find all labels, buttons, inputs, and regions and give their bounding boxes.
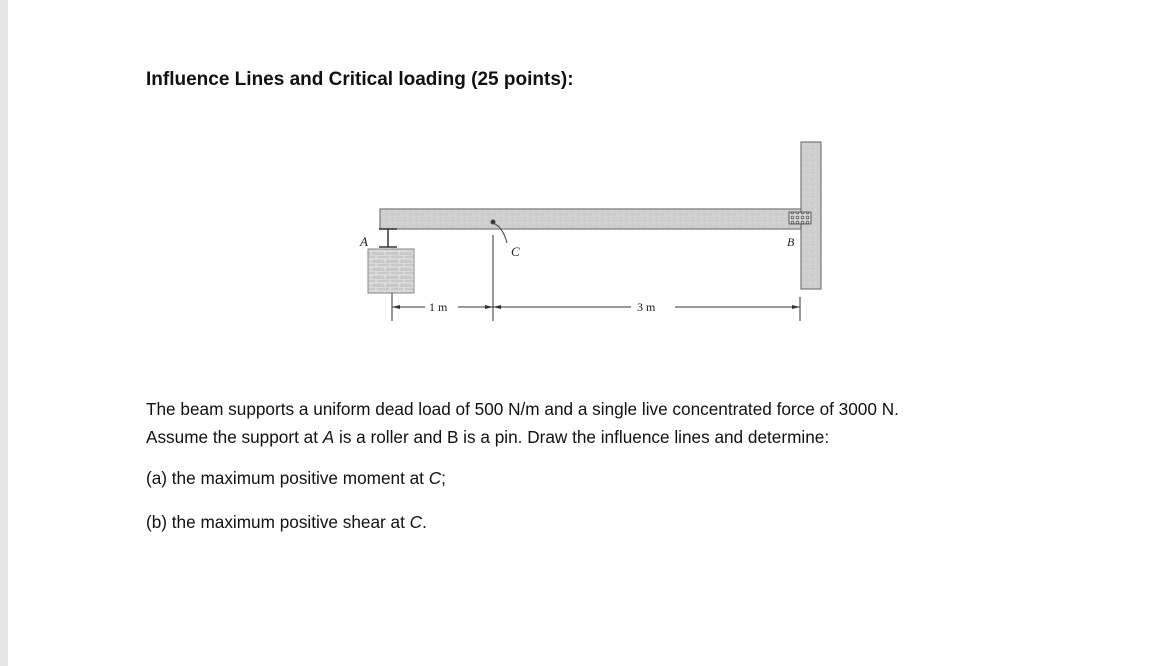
problem-line-2-var-a: A [322,427,335,447]
pin-support-b [789,212,811,224]
beam [380,209,801,229]
part-a-var: C [428,468,442,488]
beam-figure [355,135,835,330]
problem-line-2-pre: Assume the support at [146,427,323,447]
label-a: A [360,234,368,249]
problem-line-1: The beam supports a uniform dead load of 500 N/m and a single live concentrated force of 3000 N. [146,399,899,419]
part-b-post: . [422,512,427,532]
problem-line-2-post: is a roller and B is a pin. Draw the influence lines and determine: [334,427,830,447]
part-b-var: C [409,512,423,532]
page-left-edge [0,0,8,666]
problem-paragraph [146,395,1046,451]
dim-label-3m: 3 m [637,300,656,314]
problem-statement [146,395,1046,536]
part-b-text: (b) the maximum positive shear at [146,512,410,532]
label-b: B [787,235,795,249]
label-c: C [511,244,520,259]
part-a [146,464,1046,492]
masonry-block [368,249,414,293]
part-b [146,508,1046,536]
question-heading: Influence Lines and Critical loading (25 points): [146,69,574,90]
dim-label-1m: 1 m [429,300,448,314]
part-a-text: (a) the maximum positive moment at [146,468,429,488]
part-a-post: ; [441,468,446,488]
roller-support-a [379,229,397,247]
